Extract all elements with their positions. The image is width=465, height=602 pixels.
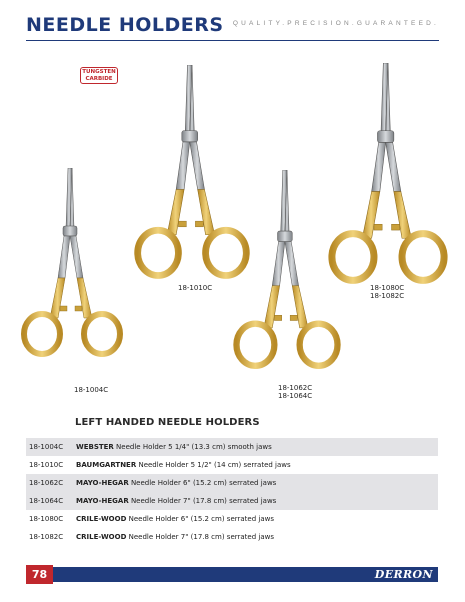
product-name: CRILE-WOOD	[76, 515, 127, 523]
product-description	[76, 497, 276, 505]
page-title: NEEDLE HOLDERS	[26, 14, 224, 36]
product-table	[26, 438, 438, 546]
instrument-code-label: 18-1062C 18-1064C	[278, 384, 313, 400]
table-row	[26, 438, 438, 456]
product-code: 18-1004C	[29, 443, 64, 451]
product-detail: Needle Holder 7" (17.8 cm) serrated jaws	[128, 497, 277, 505]
product-code: 18-1064C	[29, 497, 64, 505]
instrument-code-label: 18-1080C 18-1082C	[370, 284, 405, 300]
tagline: QUALITY.PRECISION.GUARANTEED.	[232, 20, 439, 27]
product-description	[76, 479, 276, 487]
brand-logo: DERRON	[374, 568, 433, 581]
section-heading: LEFT HANDED NEEDLE HOLDERS	[75, 417, 260, 428]
instrument-code-label: 18-1010C	[178, 284, 213, 292]
table-row	[26, 510, 438, 528]
badge-line-1: TUNGSTEN	[82, 69, 116, 75]
product-name: MAYO-HEGAR	[76, 479, 129, 487]
table-row	[26, 492, 438, 510]
product-detail: Needle Holder 5 1/4" (13.3 cm) smooth jaws	[113, 443, 272, 451]
product-detail: Needle Holder 7" (17.8 cm) serrated jaws	[126, 533, 275, 541]
table-row	[26, 528, 438, 546]
product-code: 18-1010C	[29, 461, 64, 469]
product-code: 18-1062C	[29, 479, 64, 487]
product-name: MAYO-HEGAR	[76, 497, 129, 505]
product-description	[76, 533, 274, 541]
product-code: 18-1082C	[29, 533, 64, 541]
product-detail: Needle Holder 6" (15.2 cm) serrated jaws	[128, 479, 277, 487]
product-name: BAUMGARTNER	[76, 461, 137, 469]
table-row	[26, 474, 438, 492]
product-name: CRILE-WOOD	[76, 533, 127, 541]
product-name: WEBSTER	[76, 443, 114, 451]
title-divider	[26, 40, 439, 41]
page-number: 78	[26, 565, 53, 584]
instrument-crile-wood	[326, 63, 450, 285]
product-description	[76, 461, 291, 469]
product-detail: Needle Holder 5 1/2" (14 cm) serrated jaws	[136, 461, 291, 469]
product-description	[76, 515, 274, 523]
product-code: 18-1080C	[29, 515, 64, 523]
product-detail: Needle Holder 6" (15.2 cm) serrated jaws	[126, 515, 275, 523]
instrument-code-label: 18-1004C	[74, 386, 109, 394]
instrument-webster	[20, 168, 124, 358]
tungsten-carbide-badge	[80, 67, 118, 84]
badge-line-2: CARBIDE	[85, 76, 113, 82]
product-description	[76, 443, 272, 451]
table-row	[26, 456, 438, 474]
